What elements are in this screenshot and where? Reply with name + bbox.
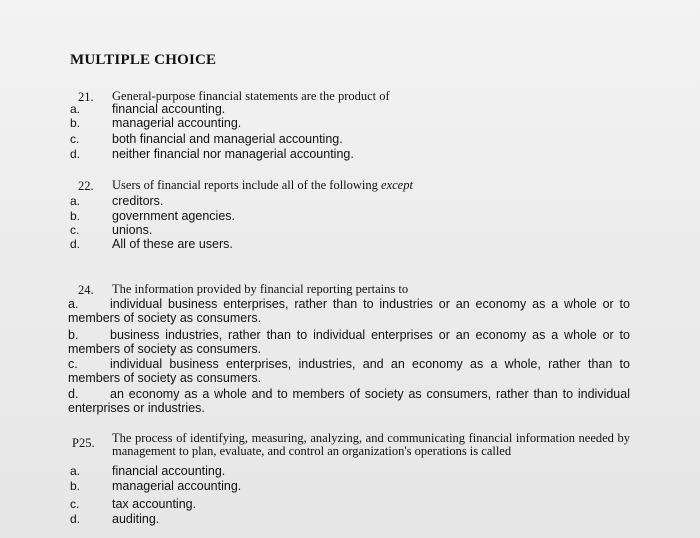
option-text: financial accounting. (112, 102, 226, 116)
question-stem-emphasis: except (381, 178, 413, 192)
question-number: 24. (78, 283, 94, 297)
option-letter: a. (70, 194, 81, 208)
option-letter: c. (70, 497, 80, 511)
question-stem: General-purpose financial statements are the product of (112, 89, 390, 103)
option-letter: d. (70, 147, 81, 161)
question-number: 22. (78, 179, 94, 193)
option-text: financial accounting. (112, 464, 226, 478)
option-text: managerial accounting. (112, 116, 242, 130)
question-number: P25. (72, 436, 95, 450)
section-heading: MULTIPLE CHOICE (70, 52, 217, 68)
option-letter: a. (70, 464, 81, 478)
option-text: managerial accounting. (112, 479, 242, 493)
option-letter: a. (68, 297, 79, 311)
option-letter: b. (70, 116, 81, 130)
option-letter: b. (68, 328, 79, 342)
option-text: an economy as a whole and to members of society as consumers, rather than to individual enterprises or industries. (68, 387, 630, 416)
option-text: creditors. (112, 194, 164, 208)
option-text: individual business enterprises, rather than to industries or an economy as a whole or to members of society as consumers. (68, 297, 630, 326)
option-letter: d. (70, 512, 81, 526)
option-block (68, 387, 630, 416)
option-text: individual business enterprises, industries, and an economy as a whole, rather than to members of society as consumers. (68, 357, 630, 386)
option-text: business industries, rather than to individual enterprises or an economy as a whole or to members of society as consumers. (68, 328, 630, 357)
option-letter: c. (70, 223, 80, 237)
option-letter: c. (68, 357, 78, 371)
option-block (68, 297, 630, 326)
question-stem: The process of identifying, measuring, analyzing, and communicating financial information needed by management to plan, evaluate, and control an organization's operations is called (112, 431, 630, 458)
question-number: 21. (78, 90, 94, 104)
option-letter: b. (70, 209, 81, 223)
option-letter: c. (70, 132, 80, 146)
option-letter: a. (70, 102, 81, 116)
option-letter: b. (70, 479, 81, 493)
option-letter: d. (68, 387, 79, 401)
option-text: unions. (112, 223, 153, 237)
option-block (68, 357, 630, 386)
option-text: tax accounting. (112, 497, 197, 511)
option-letter: d. (70, 237, 81, 251)
option-block (68, 328, 630, 357)
option-text: neither financial nor managerial accounting. (112, 147, 354, 161)
question-stem (112, 179, 413, 192)
question-stem: The information provided by financial reporting pertains to (112, 282, 409, 296)
option-text: both financial and managerial accounting. (112, 132, 343, 146)
option-text: auditing. (112, 512, 160, 526)
question-stem-text: Users of financial reports include all of the following (112, 178, 378, 192)
option-text: All of these are users. (112, 237, 233, 251)
option-text: government agencies. (112, 209, 235, 223)
